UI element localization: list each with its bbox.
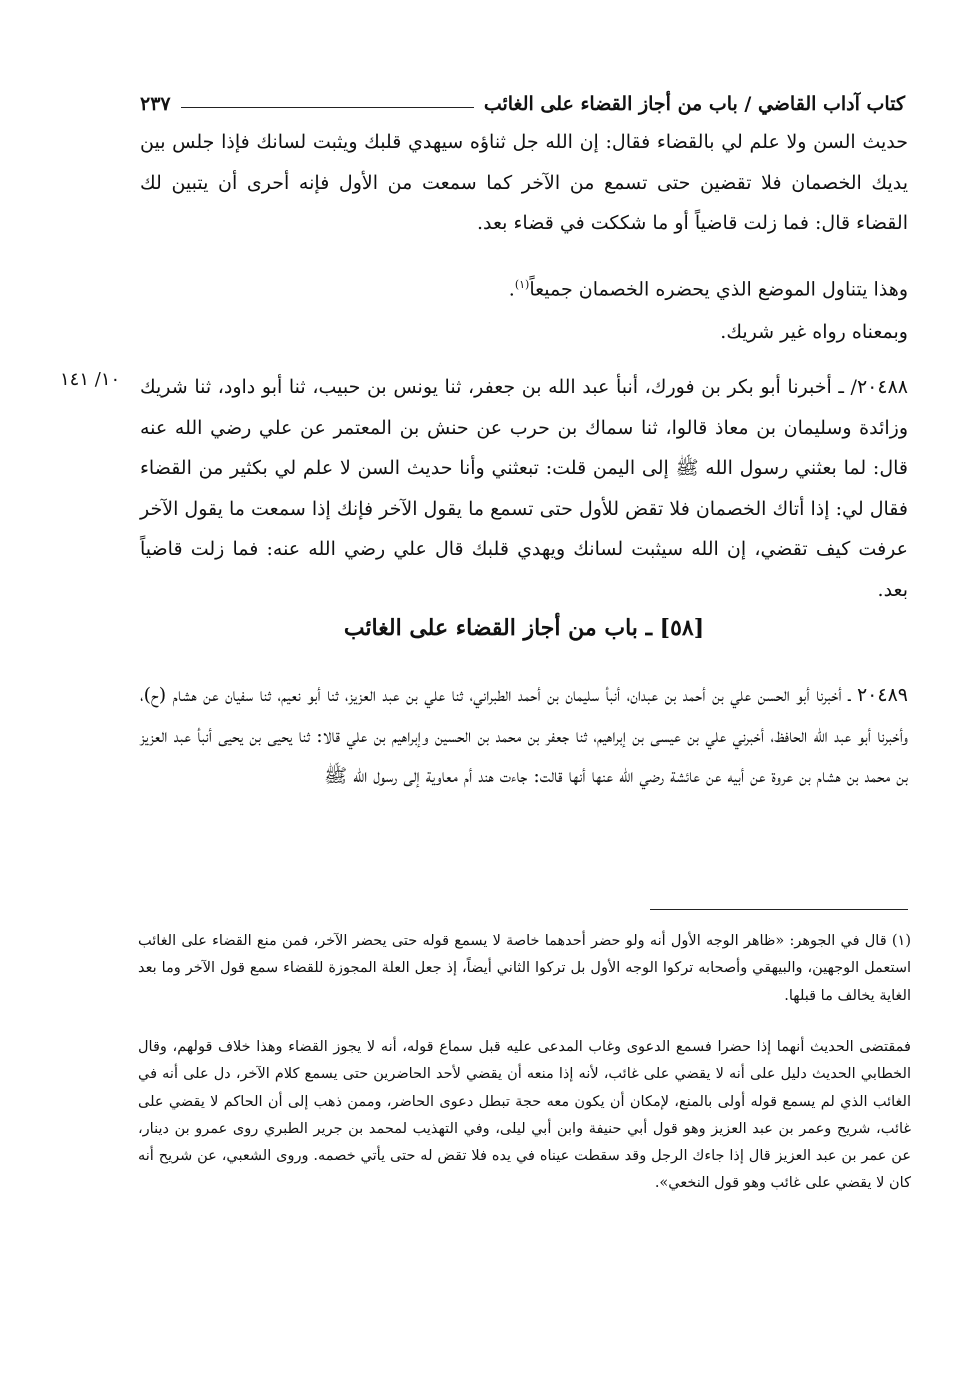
hadith-continuation-paragraph: حديث السن ولا علم لي بالقضاء فقال: إن الله جل ثناؤه سيهدي قلبك ويثبت لسانك فإذا جلس بين يديك الخصمان فلا تقضين حتى تسمع من الآخر كما سمعت من الأول فإنه أحرى أن يتبين لك القضاء قال: فما زلت قاضياً أو ما شككت في قضاء بعد.	[140, 131, 908, 234]
header-title: كتاب آداب القاضي / باب من أجاز القضاء على الغائب	[483, 93, 905, 115]
section-heading: [٥٨] ـ باب من أجاز القضاء على الغائب	[343, 615, 705, 641]
hadith-20489-paragraph: ٢٠٤٨٩ ـ أخبرنا أبو الحسن علي بن أحمد بن عبدان، أنبأ سليمان بن أحمد الطبراني، ثنا علي بن عبد العزيز، ثنا أبو نعيم، ثنا سفيان عن هشام (ح)، وأخبرنا أبو عبد الله الحافظ، أخبرني علي بن عيسى بن إبراهيم، ثنا جعفر بن محمد بن الحسين وإبراهيم بن علي قالا: ثنا يحيى بن يحيى أنبأ عبد العزيز بن محمد بن هشام بن عروة عن أبيه عن عائشة رضي الله عنها أنها قالت: جاءت هند أم معاوية إلى رسول الله ﷺ	[140, 684, 908, 787]
narration-note-paragraph: وبمعناه رواه غير شريك.	[720, 321, 908, 343]
header-rule	[181, 107, 474, 108]
footnote-separator	[650, 909, 908, 910]
commentary-period: .	[508, 278, 515, 301]
commentary-paragraph	[140, 265, 908, 310]
running-header	[140, 84, 905, 124]
footnote-reference[interactable]: (١)	[514, 278, 530, 291]
margin-volume-page-ref: ١٠/ ١٤١	[60, 369, 121, 390]
page-number: ٢٣٧	[140, 93, 171, 115]
footnote-1: (١) قال في الجوهر: «ظاهر الوجه الأول أنه ولو حضر أحدهما خاصة لا يسمع قوله حتى يحضر الآخر، فمن منع القضاء على الغائب استعمل الوجهين، والبيهقي وأصحابه تركوا الوجه الأول بل تركوا الثاني أيضاً، إذ جعل العلة المجوزة للقضاء سمع قول الآخر وما بعد الغاية يخالف ما قبلها.	[138, 933, 911, 1004]
footnote-1-continuation: فمقتضى الحديث أنهما إذا حضرا فسمع الدعوى وغاب المدعى عليه قبل سماع قوله، أنه لا يجوز القضاء وهذا خلاف قولهم، وقال الخطابي الحديث دليل على أنه لا يقضي على غائب، لأنه إذا منعه أن يقضي لأحد الحاضرين حتى يسمع كلام الآخر، دل على أنه في الغائب الذي لم يسمع قوله أولى بالمنع، لإمكان أن يكون معه حجة تبطل دعوى الحاضر، وممن ذهب إلى أن الحاكم لا يقضي على غائب، شريح وعمر بن عبد العزيز وهو قول أبي حنيفة وابن أبي ليلى، وفي التهذيب لمحمد بن جرير الطبري روى عمرو بن دينار، عن عمر بن عبد العزيز قال إذا جاءك الرجل وقد سقطت عيناه في يده فلا تقض له حتى يأتي خصمه. وروى الشعبي، عن شريح أنه كان لا يقضي على غائب وهو قول النخعي».	[138, 1039, 911, 1192]
hadith-20488-paragraph: ٢٠٤٨٨/ ـ أخبرنا أبو بكر بن فورك، أنبأ عبد الله بن جعفر، ثنا يونس بن حبيب، ثنا أبو داود، ثنا شريك وزائدة وسليمان بن معاذ قالوا، ثنا سماك بن حرب عن حنش بن المعتمر عن علي رضي الله عنه قال: لما بعثني رسول الله ﷺ إلى اليمن قلت: تبعثني وأنا حديث السن لا علم لي بكثير من القضاء فقال لي: إذا أتاك الخصمان فلا تقض للأول حتى تسمع ما يقول الآخر فإنك إذا سمعت ما يقول الآخر عرفت كيف تقضي، إن الله سيثبت لسانك ويهدي قلبك قال علي رضي الله عنه: فما زلت قاضياً بعد.	[140, 376, 908, 601]
commentary-text: وهذا يتناول الموضع الذي يحضره الخصمان جميعاً	[529, 278, 908, 301]
